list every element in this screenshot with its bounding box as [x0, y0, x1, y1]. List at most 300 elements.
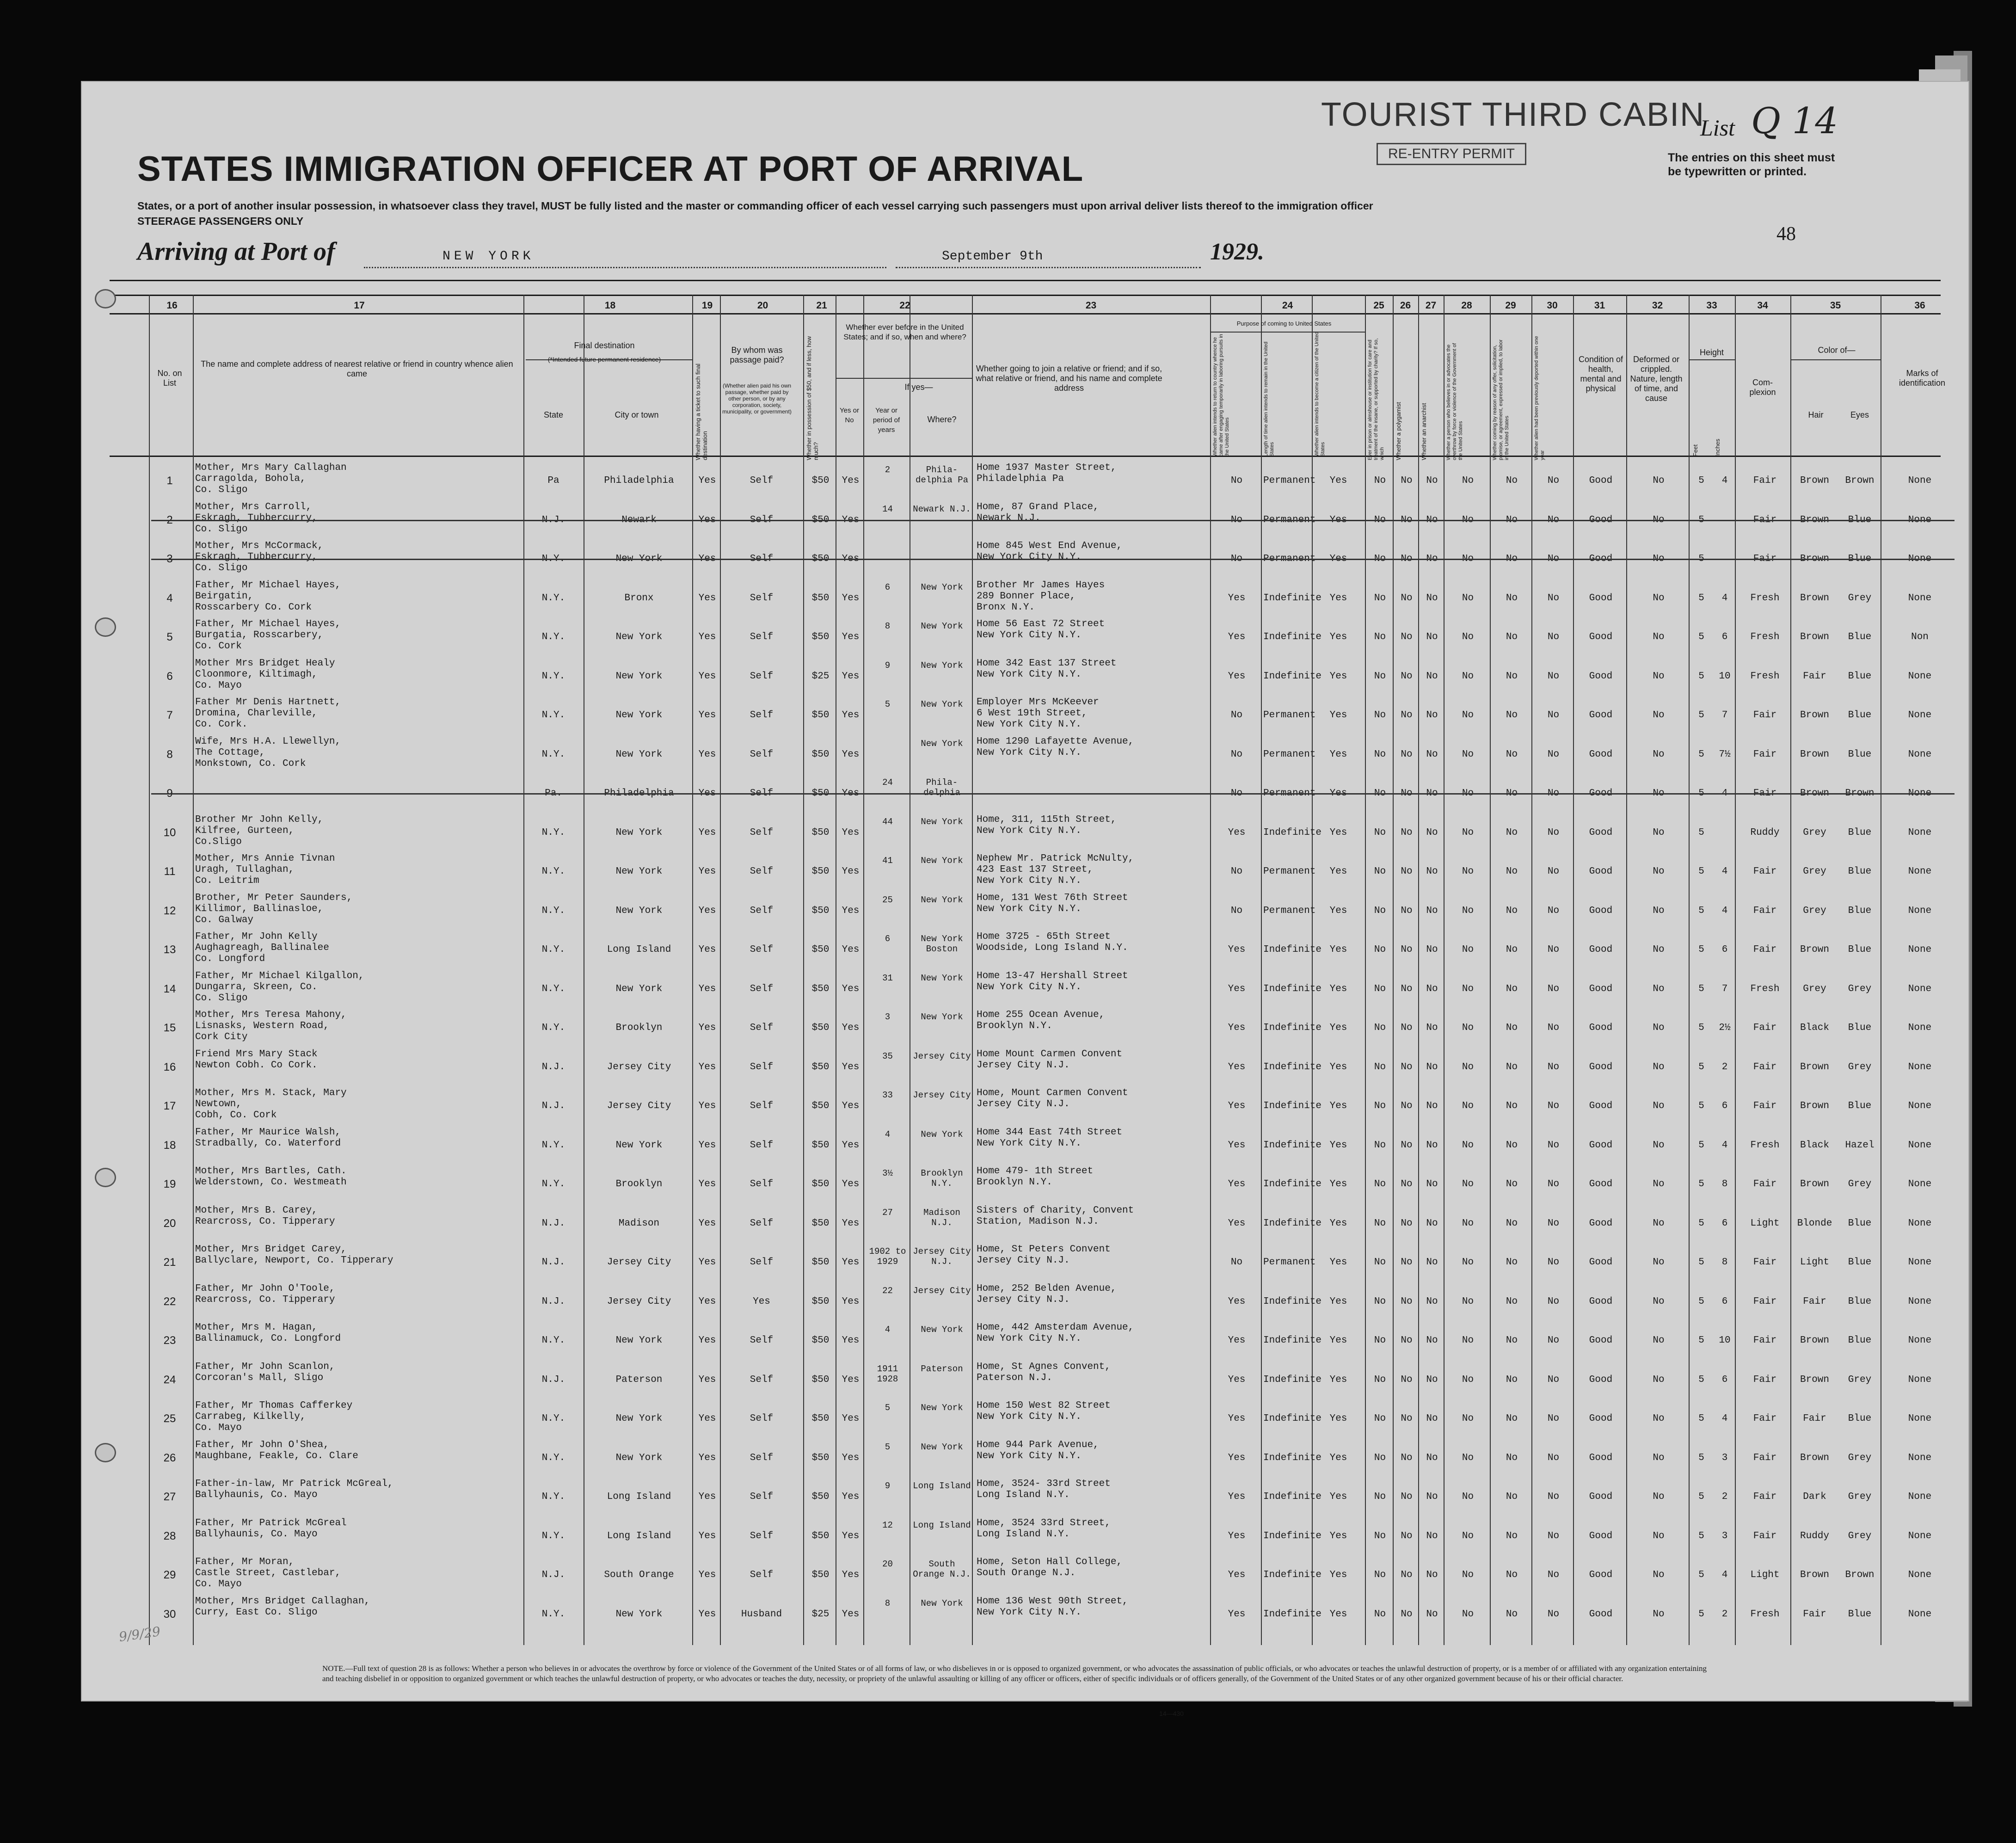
cell-city: New York [615, 983, 663, 994]
column-number: 29 [1505, 300, 1516, 311]
strike-through [151, 559, 1955, 560]
cell-marks: None [1908, 905, 1932, 916]
cell-c28: No [1462, 671, 1474, 682]
cell-eyes: Grey [1848, 1374, 1872, 1385]
joining-address-line: 423 East 137 Street, [977, 864, 1094, 875]
relative-address-line: Newton Cobh. Co Cork. [195, 1060, 318, 1071]
cell-comp: Fair [1753, 1335, 1777, 1346]
cell-cit: Yes [1329, 1452, 1347, 1463]
joining-address-line: Woodside, Long Island N.Y. [977, 943, 1128, 953]
cell-comp: Fair [1753, 1061, 1777, 1073]
rule [110, 313, 1941, 314]
column-rule [1490, 295, 1491, 1645]
relative-address-line: Kilfree, Gurteen, [195, 825, 295, 836]
cell-ret: No [1230, 905, 1243, 916]
cell-health: Good [1589, 1374, 1613, 1385]
cell-eyes: Blue [1848, 827, 1872, 838]
cell-health: Good [1589, 1413, 1613, 1424]
cell-c29: No [1506, 1413, 1518, 1424]
relative-address-line: Father, Mr Thomas Cafferkey [195, 1400, 353, 1411]
cell-c25: No [1374, 475, 1386, 486]
cell-health: Good [1589, 1609, 1613, 1620]
joining-address-line: Home 344 East 74th Street [977, 1127, 1123, 1138]
col-city-header: City or town [615, 410, 659, 419]
joining-address-line: Home, 311, 115th Street, [977, 814, 1117, 825]
cell-c28: No [1462, 1492, 1474, 1502]
column-rule [803, 295, 804, 1645]
cell-c27: No [1426, 710, 1438, 721]
cell-c27: No [1426, 554, 1438, 564]
cell-city: Long Island [607, 1530, 671, 1541]
cell-ret: Yes [1228, 632, 1246, 642]
cell-c26: No [1401, 788, 1413, 799]
cell-c28: No [1462, 1296, 1474, 1307]
cell-no: 6 [166, 670, 173, 683]
class-stamp: TOURIST THIRD CABIN [1321, 96, 1705, 133]
cell-c25: No [1374, 749, 1386, 760]
cell-eyes: Blue [1848, 1335, 1872, 1346]
cell-ft: 5 [1698, 592, 1704, 604]
column-number: 21 [816, 300, 827, 311]
cell-c27: No [1426, 514, 1438, 525]
cell-paid: Self [750, 1452, 774, 1463]
cell-ret: No [1230, 788, 1243, 799]
cell-paid: Self [750, 671, 774, 682]
joining-address-line: New York City N.Y. [977, 825, 1082, 836]
cell-before: Yes [842, 827, 860, 838]
joining-address-line: Long Island N.Y. [977, 1529, 1070, 1540]
cell-c30: No [1547, 1101, 1560, 1111]
column-number: 33 [1706, 300, 1717, 311]
cell-hair: Brown [1800, 475, 1829, 486]
cell-c28: No [1462, 944, 1474, 955]
cell-c25: No [1374, 1257, 1386, 1268]
column-rule [1689, 295, 1690, 1645]
cell-hair: Brown [1800, 944, 1829, 955]
cell-c26: No [1401, 1218, 1413, 1229]
cell-eyes: Blue [1848, 671, 1872, 682]
cell-no: 1 [166, 475, 173, 487]
cell-marks: None [1908, 592, 1932, 604]
cell-ticket: Yes [698, 983, 716, 994]
cell-city: Jersey City [607, 1296, 671, 1307]
joining-address-line: New York City N.Y. [977, 1450, 1082, 1461]
relative-address-line: Co. Sligo [195, 524, 248, 535]
relative-address-line: Eskragh, Tubbercurry, [195, 512, 318, 524]
cell-city: New York [615, 554, 663, 564]
cell-city: Long Island [607, 1492, 671, 1502]
cell-def: No [1653, 514, 1665, 525]
cell-city: Paterson [615, 1374, 663, 1385]
cell-marks: None [1908, 983, 1932, 994]
column-number: 27 [1425, 300, 1437, 311]
cell-comp: Fair [1753, 788, 1777, 799]
cell-health: Good [1589, 1140, 1613, 1151]
joining-address-line: Brooklyn N.Y. [977, 1021, 1052, 1031]
cell-marks: None [1908, 788, 1932, 799]
cell-before: Yes [842, 1179, 860, 1190]
cell-years: 31 [882, 973, 893, 983]
cell-c29: No [1506, 905, 1518, 916]
cell-in: 2 [1721, 1609, 1728, 1620]
cell-marks: None [1908, 475, 1932, 486]
cell-where: Jersey City [913, 1285, 971, 1296]
cell-comp: Fair [1753, 1492, 1777, 1502]
cell-city: Long Island [607, 944, 671, 955]
col-26-header: Whether a polygamist [1395, 402, 1402, 460]
cell-c28: No [1462, 1257, 1474, 1268]
cell-eyes: Blue [1848, 749, 1872, 760]
relative-address-line: Father, Mr Michael Hayes, [195, 619, 341, 629]
joining-address-line: New York City N.Y. [977, 1333, 1082, 1344]
cell-eyes: Grey [1848, 1061, 1872, 1073]
cell-years: 8 [885, 621, 891, 631]
cell-c26: No [1401, 1179, 1413, 1190]
column-number: 36 [1914, 300, 1925, 311]
relative-address-line: Ballyclare, Newport, Co. Tipperary [195, 1255, 393, 1266]
joining-address-line: Home, 3524 33rd Street, [977, 1517, 1111, 1529]
col-eyes-header: Eyes [1850, 410, 1869, 419]
cell-where: New York [921, 894, 963, 905]
cell-cit: Yes [1329, 554, 1347, 564]
cell-paid: Self [750, 1530, 774, 1541]
cell-where: New York [921, 973, 963, 983]
cell-def: No [1653, 944, 1665, 955]
joining-address-line: New York City N.Y. [977, 875, 1082, 886]
cell-c26: No [1401, 1492, 1413, 1502]
cell-money: $50 [811, 866, 830, 877]
joining-address-line: New York City N.Y. [977, 981, 1082, 992]
col-no-header: No. on List [157, 369, 182, 388]
cell-health: Good [1589, 827, 1613, 838]
cell-money: $50 [811, 1140, 830, 1151]
cell-eyes: Blue [1848, 1296, 1872, 1307]
column-number: 23 [1085, 300, 1097, 311]
cell-c30: No [1547, 1570, 1560, 1580]
cell-marks: None [1908, 1179, 1932, 1190]
relative-address-line: Co. Sligo [195, 485, 248, 495]
joining-address-line: 289 Bonner Place, [977, 591, 1076, 602]
relative-address-line: Stradbally, Co. Waterford [195, 1138, 341, 1149]
cell-before: Yes [842, 1101, 860, 1111]
cell-eyes: Hazel [1845, 1140, 1875, 1151]
cell-marks: None [1908, 1101, 1932, 1111]
cell-paid: Self [750, 1218, 774, 1229]
cell-hair: Fair [1803, 1609, 1826, 1620]
column-rule [1573, 295, 1574, 1645]
cell-city: Brooklyn [615, 1023, 663, 1033]
binder-hole [95, 1168, 116, 1187]
cell-c29: No [1506, 1061, 1518, 1073]
joining-address-line: Home Mount Carmen Convent [977, 1048, 1123, 1060]
cell-state: N.Y. [541, 749, 565, 760]
cell-health: Good [1589, 632, 1613, 642]
cell-in: 4 [1721, 1413, 1728, 1424]
cell-ft: 5 [1698, 632, 1704, 642]
cell-cit: Yes [1329, 710, 1347, 721]
col-relative-header: The name and complete address of nearest relative or friend in country whence alien came [201, 359, 513, 378]
cell-c28: No [1462, 866, 1474, 877]
cell-c28: No [1462, 1140, 1474, 1151]
cell-ft: 5 [1698, 1452, 1704, 1463]
col-29-header: Whether coming by reason of any offer, solicitation, promise, or agreement, expressed or implied, to labor in the United States [1492, 339, 1510, 460]
cell-before: Yes [842, 788, 860, 799]
cell-len: Permanent [1263, 1257, 1316, 1268]
cell-def: No [1653, 983, 1665, 994]
cell-len: Indefinite [1263, 1609, 1322, 1620]
cell-def: No [1653, 1218, 1665, 1229]
list-number: Q 14 [1751, 100, 1838, 142]
relative-address-line: Friend Mrs Mary Stack [195, 1048, 318, 1060]
cell-eyes: Blue [1848, 866, 1872, 877]
cell-where: New York [921, 738, 963, 749]
cell-ft: 5 [1698, 554, 1704, 564]
cell-hair: Ruddy [1800, 1530, 1829, 1541]
cell-where: New York [921, 621, 963, 631]
cell-years: 24 [882, 777, 893, 788]
cell-c28: No [1462, 1218, 1474, 1229]
cell-hair: Brown [1800, 1570, 1829, 1580]
cell-c30: No [1547, 1179, 1560, 1190]
cell-ret: Yes [1228, 671, 1246, 682]
cell-c30: No [1547, 1452, 1560, 1463]
cell-ft: 5 [1698, 1179, 1704, 1190]
cell-c29: No [1506, 1492, 1518, 1502]
column-rule [692, 295, 693, 1645]
instructions-line: States, or a port of another insular possession, in whatsoever class they travel, MUST be fully listed and the master or commanding officer of each vessel carrying such passengers must upon arrival deliver lists thereof to the immigration officer [137, 200, 1373, 212]
cell-len: Permanent [1263, 866, 1316, 877]
cell-city: Philadelphia [604, 475, 674, 486]
cell-ret: No [1230, 1257, 1243, 1268]
cell-ticket: Yes [698, 1023, 716, 1033]
cell-c27: No [1426, 1257, 1438, 1268]
cell-c28: No [1462, 475, 1474, 486]
cell-no: 3 [166, 553, 173, 565]
cell-ft: 5 [1698, 1023, 1704, 1033]
col-if-yes-header: If yes— [904, 382, 933, 392]
relative-address-line: Co. Leitrim [195, 875, 259, 886]
cell-comp: Fair [1753, 710, 1777, 721]
cell-cit: Yes [1329, 827, 1347, 838]
cell-paid: Self [750, 983, 774, 994]
strike-through [151, 793, 1955, 795]
cell-ticket: Yes [698, 710, 716, 721]
cell-hair: Blonde [1797, 1218, 1832, 1229]
relative-address-line: Co. Sligo [195, 563, 248, 573]
column-number: 20 [757, 300, 768, 311]
col-destination-header: Final destination [574, 341, 635, 350]
cell-def: No [1653, 1335, 1665, 1346]
cell-c25: No [1374, 944, 1386, 955]
relative-address-line: Father, Mr Moran, [195, 1557, 295, 1567]
cell-ticket: Yes [698, 749, 716, 760]
cell-ft: 5 [1698, 827, 1704, 838]
cell-c30: No [1547, 827, 1560, 838]
cell-ft: 5 [1698, 905, 1704, 916]
cell-health: Good [1589, 475, 1613, 486]
cell-c26: No [1401, 1140, 1413, 1151]
relative-address-line: Father, Mr John Scanlon, [195, 1361, 335, 1372]
cell-eyes: Grey [1848, 1492, 1872, 1502]
column-number: 24 [1282, 300, 1293, 311]
cell-eyes: Blue [1848, 1218, 1872, 1229]
col-paid-note: (Whether alien paid his own passage, whether paid by other person, or by any corporation, society, municipality, or government) [722, 382, 792, 415]
cell-paid: Self [750, 749, 774, 760]
cell-before: Yes [842, 1218, 860, 1229]
cell-state: N.J. [541, 1257, 565, 1268]
cell-eyes: Grey [1848, 1452, 1872, 1463]
cell-c30: No [1547, 788, 1560, 799]
joining-address-line: Home, St Agnes Convent, [977, 1361, 1111, 1372]
header-rule [836, 378, 972, 379]
cell-ret: Yes [1228, 592, 1246, 604]
cell-def: No [1653, 905, 1665, 916]
cell-c30: No [1547, 1061, 1560, 1073]
relative-address-line: Mother, Mrs Annie Tivnan [195, 853, 335, 864]
relative-address-line: Beirgatin, [195, 591, 254, 602]
joining-address-line: 6 West 19th Street, [977, 708, 1088, 719]
cell-c28: No [1462, 554, 1474, 564]
cell-len: Permanent [1263, 788, 1316, 799]
cell-before: Yes [842, 1335, 860, 1346]
joining-address-line: New York City N.Y. [977, 747, 1082, 758]
joining-address-line: Home 1290 Lafayette Avenue, [977, 736, 1134, 747]
cell-def: No [1653, 671, 1665, 682]
cell-in: 7 [1721, 710, 1728, 721]
cell-ft: 5 [1698, 1140, 1704, 1151]
col-27-header: Whether an anarchist [1420, 403, 1427, 460]
cell-def: No [1653, 1413, 1665, 1424]
relative-address-line: Father, Mr Patrick McGreal [195, 1517, 347, 1529]
cell-def: No [1653, 1179, 1665, 1190]
cell-health: Good [1589, 1492, 1613, 1502]
cell-c27: No [1426, 983, 1438, 994]
cell-c30: No [1547, 514, 1560, 525]
relative-address-line: Monkstown, Co. Cork [195, 758, 306, 769]
cell-len: Indefinite [1263, 1530, 1322, 1541]
cell-ticket: Yes [698, 1140, 716, 1151]
cell-before: Yes [842, 905, 860, 916]
cell-no: 11 [164, 865, 176, 878]
col-state-header: State [543, 410, 564, 419]
cell-c25: No [1374, 1335, 1386, 1346]
cell-comp: Fresh [1750, 1140, 1780, 1151]
cell-before: Yes [842, 1140, 860, 1151]
cell-c28: No [1462, 827, 1474, 838]
cell-comp: Ruddy [1750, 827, 1780, 838]
cell-c28: No [1462, 1061, 1474, 1073]
joining-address-line: Home, 3524- 33rd Street [977, 1479, 1111, 1489]
cell-c27: No [1426, 1061, 1438, 1073]
strike-through [151, 520, 1955, 521]
cell-in: 6 [1721, 1101, 1728, 1111]
arrival-year: 1929. [1210, 239, 1264, 265]
cell-no: 24 [163, 1373, 176, 1386]
cell-cit: Yes [1329, 1179, 1347, 1190]
cell-where: New York [921, 660, 963, 671]
cell-len: Indefinite [1263, 1492, 1322, 1502]
cell-c29: No [1506, 1257, 1518, 1268]
cell-in: 3 [1721, 1452, 1728, 1463]
cell-len: Indefinite [1263, 1296, 1322, 1307]
cell-c26: No [1401, 1296, 1413, 1307]
cell-ticket: Yes [698, 1257, 716, 1268]
cell-state: N.Y. [541, 710, 565, 721]
cell-eyes: Brown [1845, 475, 1875, 486]
cell-c27: No [1426, 1374, 1438, 1385]
relative-address-line: Mother, Mrs B. Carey, [195, 1205, 318, 1216]
header-rule [1790, 359, 1881, 360]
cell-city: Newark [621, 514, 657, 525]
cell-no: 29 [163, 1569, 176, 1581]
cell-health: Good [1589, 749, 1613, 760]
cell-ft: 5 [1698, 1101, 1704, 1111]
cell-money: $50 [811, 1179, 830, 1190]
cell-state: N.Y. [541, 1023, 565, 1033]
col-years-header: Year or period of years [873, 407, 900, 434]
cell-c27: No [1426, 827, 1438, 838]
col-inches-header: Inches [1714, 438, 1721, 456]
cell-city: New York [615, 1609, 663, 1620]
cell-def: No [1653, 788, 1665, 799]
cell-no: 10 [163, 826, 176, 839]
cell-years: 12 [882, 1520, 893, 1530]
cell-hair: Brown [1800, 1374, 1829, 1385]
cell-before: Yes [842, 1492, 860, 1502]
relative-address-line: Rearcross, Co. Tipperary [195, 1216, 335, 1227]
cell-c27: No [1426, 1023, 1438, 1033]
cell-in: 4 [1721, 592, 1728, 604]
relative-address-line: Burgatia, Rosscarbery, [195, 630, 324, 641]
cell-city: New York [615, 1413, 663, 1424]
cell-ret: Yes [1228, 1179, 1246, 1190]
cell-def: No [1653, 1492, 1665, 1502]
relative-address-line: Co. Mayo [195, 680, 242, 691]
cell-before: Yes [842, 1413, 860, 1424]
relative-address-line: Father, Mr Michael Kilgallon, [195, 970, 364, 981]
cell-ft: 5 [1698, 1413, 1704, 1424]
relative-address-line: Mother, Mrs Bridget Carey, [195, 1244, 347, 1255]
joining-address-line: Brooklyn N.Y. [977, 1177, 1052, 1188]
cell-where: New York [921, 1598, 963, 1609]
cell-c28: No [1462, 749, 1474, 760]
col-joining-header: Whether going to join a relative or friend; and if so, what relative or friend, and his name and complete address [976, 364, 1162, 393]
cell-state: N.Y. [541, 827, 565, 838]
cell-c27: No [1426, 749, 1438, 760]
cell-c27: No [1426, 1492, 1438, 1502]
cell-ticket: Yes [698, 1609, 716, 1620]
cell-c25: No [1374, 1023, 1386, 1033]
cell-c27: No [1426, 1296, 1438, 1307]
cell-c25: No [1374, 554, 1386, 564]
cell-no: 4 [166, 592, 173, 604]
cell-eyes: Blue [1848, 944, 1872, 955]
list-note: The entries on this sheet must [1668, 151, 1835, 164]
relative-address-line: Corcoran's Mall, Sligo [195, 1372, 324, 1383]
cell-before: Yes [842, 1452, 860, 1463]
cell-c30: No [1547, 671, 1560, 682]
cell-c30: No [1547, 983, 1560, 994]
cell-ft: 5 [1698, 1257, 1704, 1268]
cell-eyes: Blue [1848, 514, 1872, 525]
cell-comp: Fresh [1750, 983, 1780, 994]
cell-ft: 5 [1698, 944, 1704, 955]
cell-marks: None [1908, 749, 1932, 760]
cell-marks: None [1908, 866, 1932, 877]
relative-address-line: Cloonmore, Kiltimagh, [195, 669, 318, 680]
cell-c25: No [1374, 710, 1386, 721]
cell-c29: No [1506, 1296, 1518, 1307]
